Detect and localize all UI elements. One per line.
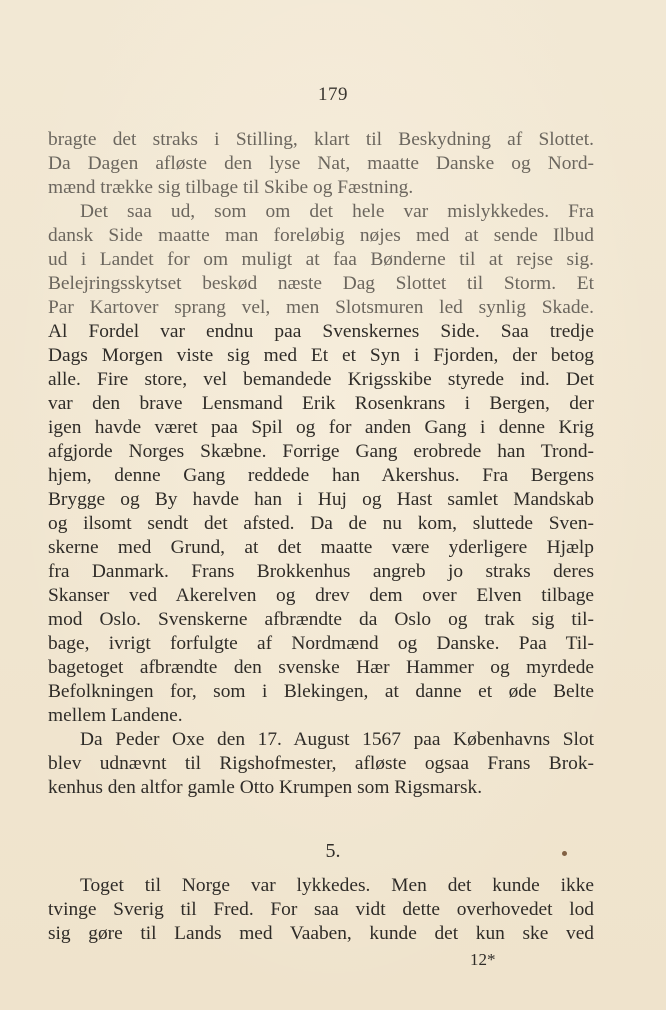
text-line: Skanser ved Akerelven og drev dem over Elven tilbage xyxy=(48,585,594,606)
text-line: mod Oslo. Svenskerne afbrændte da Oslo og trak sig til- xyxy=(48,609,594,630)
ink-speck xyxy=(562,851,567,856)
text-line: mellem Landene. xyxy=(48,705,183,726)
text-line: Belejringsskytset beskød næste Dag Slottet til Storm. Et xyxy=(48,273,594,294)
printer-signature: 12* xyxy=(470,950,496,969)
page-number: 179 xyxy=(318,84,348,105)
section-number: 5. xyxy=(325,840,341,862)
text-line: fra Danmark. Frans Brokkenhus angreb jo straks deres xyxy=(48,561,594,582)
text-line: tvinge Sverig til Fred. For saa vidt dette overhovedet lod xyxy=(48,899,594,920)
text-line: kenhus den altfor gamle Otto Krumpen som Rigsmarsk. xyxy=(48,777,483,798)
text-line: alle. Fire store, vel bemandede Krigsskibe styrede ind. Det xyxy=(48,369,594,390)
text-line: skerne med Grund, at det maatte være yderligere Hjælp xyxy=(48,537,594,558)
text-line: blev udnævnt til Rigshofmester, afløste ogsaa Frans Brok- xyxy=(48,753,594,774)
text-line: afgjorde Norges Skæbne. Forrige Gang erobrede han Trond- xyxy=(48,441,594,462)
text-line: Al Fordel var endnu paa Svenskernes Side. Saa tredje xyxy=(48,321,594,342)
text-line: Befolkningen for, som i Blekingen, at danne et øde Belte xyxy=(48,681,594,702)
text-line: bage, ivrigt forfulgte af Nordmænd og Danske. Paa Til- xyxy=(48,633,594,654)
text-line: Brygge og By havde han i Huj og Hast samlet Mandskab xyxy=(48,489,594,510)
text-line: dansk Side maatte man foreløbig nøjes med at sende Ilbud xyxy=(48,225,594,246)
text-line: Da Dagen afløste den lyse Nat, maatte Danske og Nord- xyxy=(48,153,594,174)
text-line: Par Kartover sprang vel, men Slotsmuren led synlig Skade. xyxy=(48,297,594,318)
text-line: Toget til Norge var lykkedes. Men det kunde ikke xyxy=(80,875,594,896)
text-line: Da Peder Oxe den 17. August 1567 paa Københavns Slot xyxy=(80,729,594,750)
text-line: sig gøre til Lands med Vaaben, kunde det kun ske ved xyxy=(48,923,594,944)
text-line: mænd trække sig tilbage til Skibe og Fæstning. xyxy=(48,177,414,198)
text-line: hjem, denne Gang reddede han Akershus. Fra Bergens xyxy=(48,465,594,486)
text-line: bagetoget afbrændte den svenske Hær Hammer og myrdede xyxy=(48,657,594,678)
text-line: Dags Morgen viste sig med Et et Syn i Fjorden, der betog xyxy=(48,345,594,366)
text-line: var den brave Lensmand Erik Rosenkrans i Bergen, der xyxy=(48,393,594,414)
text-line: igen havde været paa Spil og for anden Gang i denne Krig xyxy=(48,417,594,438)
text-line: og ilsomt sendt det afsted. Da de nu kom, sluttede Sven- xyxy=(48,513,594,534)
text-line: Det saa ud, som om det hele var mislykkedes. Fra xyxy=(80,201,594,222)
text-line: ud i Landet for om muligt at faa Bønderne til at rejse sig. xyxy=(48,249,594,270)
text-line: bragte det straks i Stilling, klart til Beskydning af Slottet. xyxy=(48,129,594,150)
